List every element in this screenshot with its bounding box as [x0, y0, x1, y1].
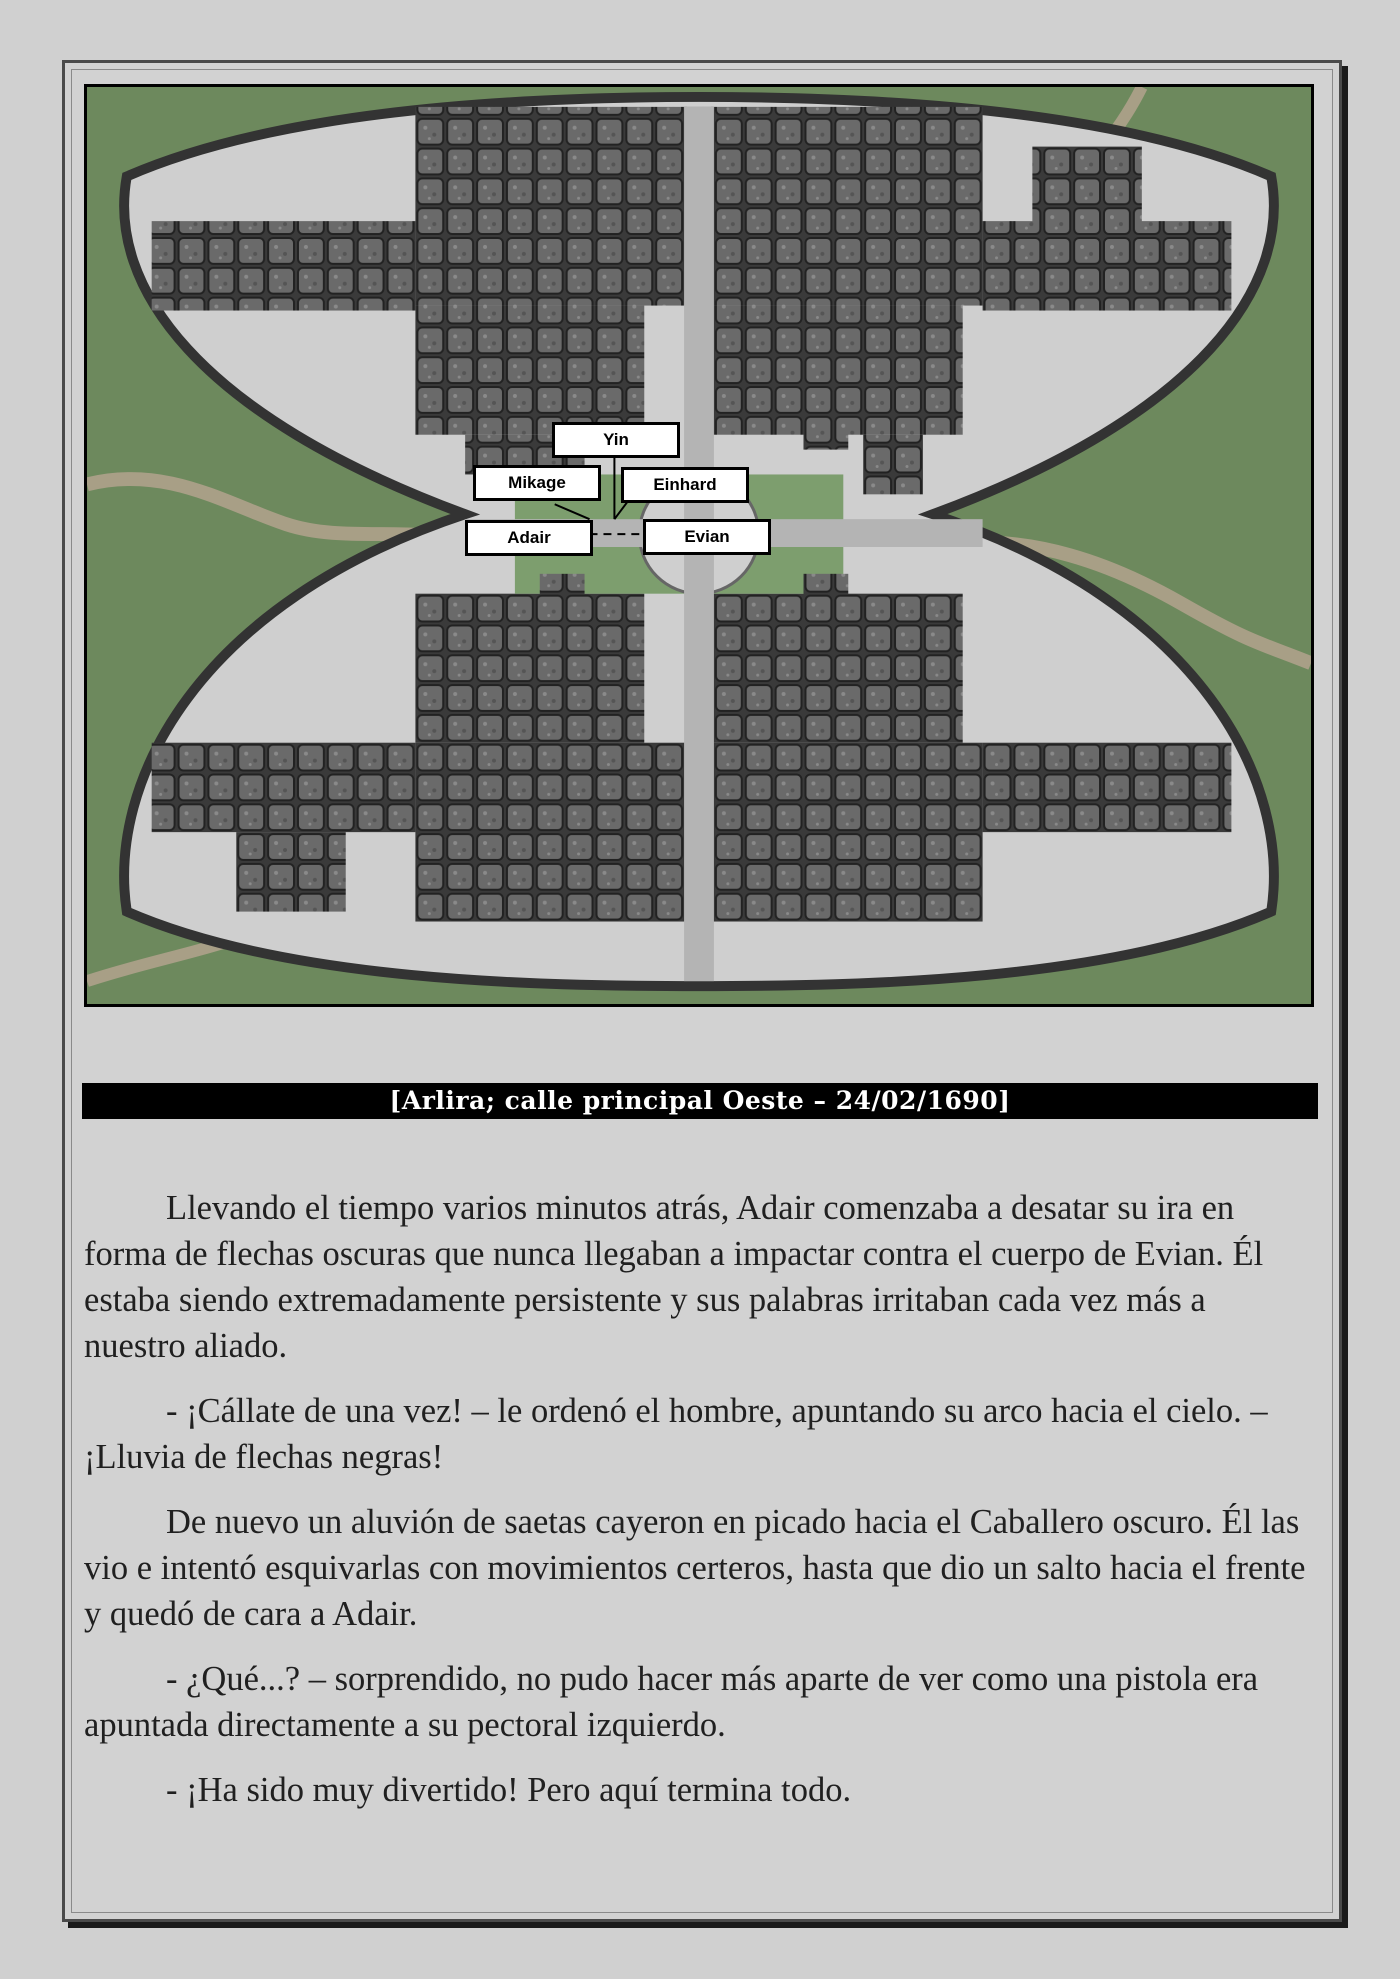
map-label-adair: Adair — [465, 520, 593, 556]
map-label-evian: Evian — [643, 519, 771, 555]
paragraph: - ¡Cállate de una vez! – le ordenó el hombre, apuntando su arco hacia el cielo. – ¡Lluvia de flechas negras! — [84, 1392, 1268, 1476]
paragraph: - ¡Ha sido muy divertido! Pero aquí termina todo. — [166, 1771, 852, 1809]
map-label-mikage: Mikage — [473, 465, 601, 501]
map-label-einhard: Einhard — [621, 467, 749, 503]
paragraph: De nuevo un aluvión de saetas cayeron en picado hacia el Caballero oscuro. Él las vio e intentó esquivarlas con movimientos certeros, hasta que dio un salto hacia el frente y quedó de cara a Adair. — [84, 1503, 1306, 1633]
paragraph: - ¿Qué...? – sorprendido, no pudo hacer más aparte de ver como una pistola era apuntada directamente a su pectoral izquierdo. — [84, 1660, 1259, 1744]
story-text — [84, 1185, 1314, 1832]
map-label-yin: Yin — [552, 422, 680, 458]
scene-heading: [Arlira; calle principal Oeste – 24/02/1690] — [82, 1083, 1318, 1119]
paragraph: Llevando el tiempo varios minutos atrás, Adair comenzaba a desatar su ira en forma de flechas oscuras que nunca llegaban a impactar contra el cuerpo de Evian. Él estaba siendo extremadamente persistente y sus palabras irritaban cada vez más a nuestro aliado. — [84, 1189, 1264, 1365]
city-map — [84, 84, 1314, 1007]
